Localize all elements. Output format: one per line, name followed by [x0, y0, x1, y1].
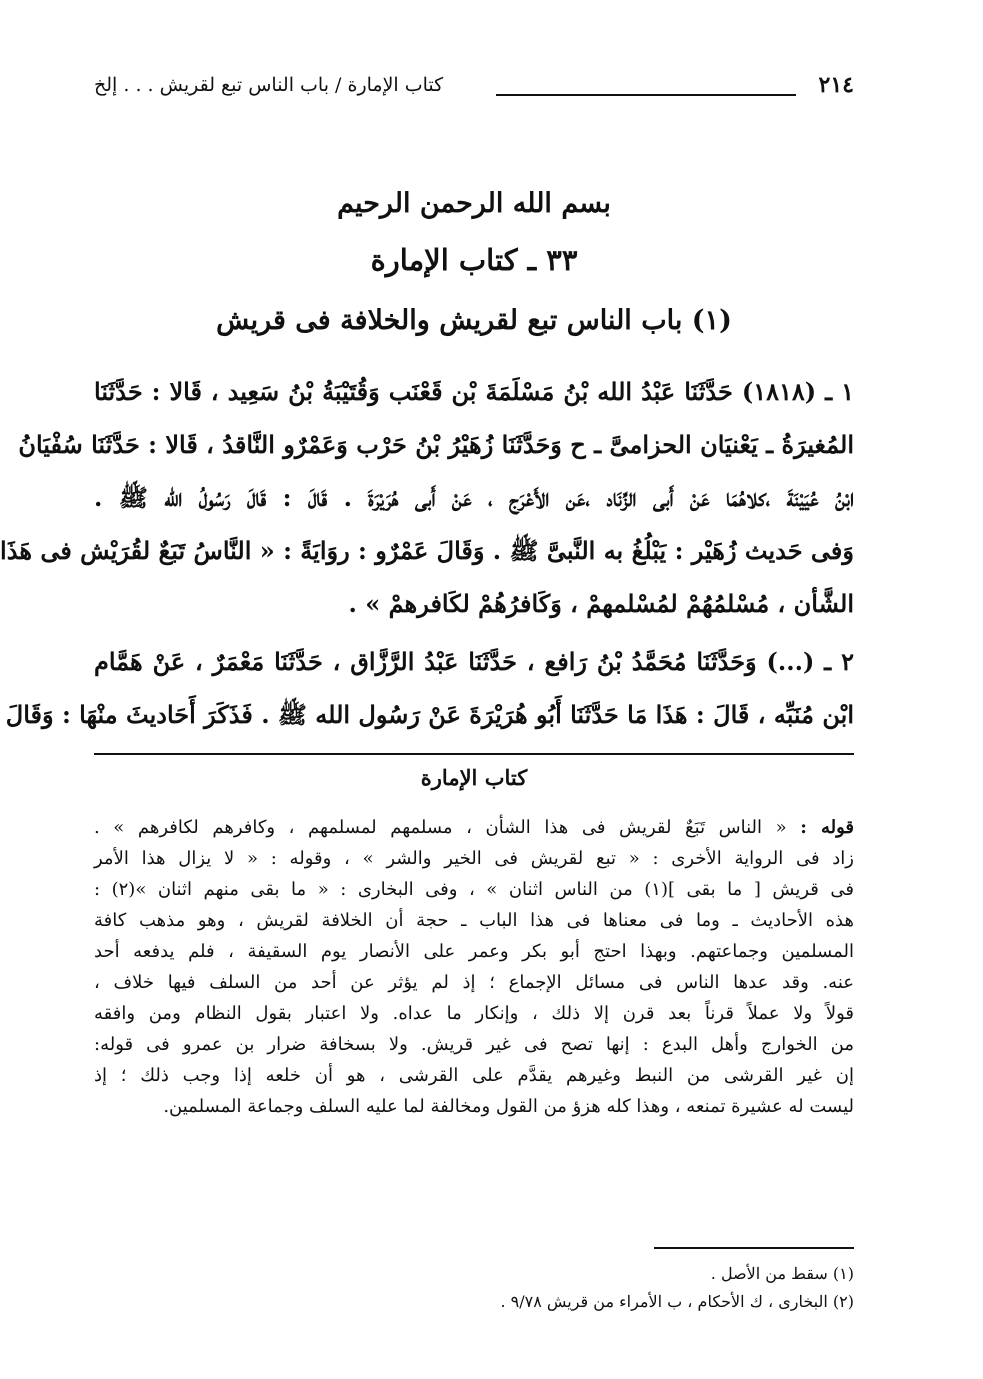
commentary-line: هذه الأحاديث ـ وما فى معناها فى هذا الباب ـ حجة أن الخلافة لقريش ، وهو مذهب كافة: [94, 910, 854, 931]
page-number: ٢١٤: [818, 72, 854, 98]
running-header: [94, 72, 854, 112]
header-rule: [496, 94, 796, 96]
hadith-line: الشَّأن ، مُسْلمُهُمْ لمُسْلمهمْ ، وَكَافرُهُمْ لكَافرهمْ » .: [348, 589, 854, 618]
commentary-rule: [94, 753, 854, 755]
commentary-line: عنه. وقد عدها الناس فى مسائل الإجماع ؛ إذ لم يؤثر عن أحد من السلف فيها خلاف ،: [94, 972, 855, 993]
running-title: كتاب الإمارة / باب الناس تبع لقريش . . . إلخ: [94, 74, 444, 96]
commentary-lead: قوله :: [800, 817, 854, 838]
commentary-line: زاد فى الرواية الأخرى : « تبع لقريش فى الخير والشر » ، وقوله : « لا يزال هذا الأمر: [94, 848, 854, 869]
hadith-line: ٢ ـ (...) وَحَدَّثَنَا مُحَمَّدُ بْنُ رَافع ، حَدَّثَنَا عَبْدُ الرَّزَّاق ، حَدَّثَنَا مَعْمَرٌ ، عَنْ هَمَّام: [94, 647, 854, 676]
commentary-line: [94, 812, 854, 843]
footnotes: [94, 1260, 854, 1316]
hadith-line: وَفى حَديث زُهَيْر : يَبْلُغُ به النَّبىَّ ﷺ . وَقَالَ عَمْرٌو : روَايَةً : « النَّاسُ تَبَعٌ لقُرَيْش فى هَذَا: [0, 536, 854, 565]
hadith-1: [0, 365, 854, 630]
hadith-2: [5, 635, 854, 741]
commentary-line: فى قريش [ ما بقى ](١) من الناس اثنان » ، وفى البخارى : « ما بقى منهم اثنان »(٢) :: [94, 879, 855, 900]
commentary-line: إن غير القرشى من النبط وغيرهم يقدَّم على القرشى ، هو أن خلعه إذا وجب ذلك ؛ إذ: [94, 1065, 854, 1086]
hadith-line: ابْن مُنَبِّه ، قَالَ : هَذَا مَا حَدَّثَنَا أَبُو هُرَيْرَةَ عَنْ رَسُول الله ﷺ . فَذَكَرَ أَحَاديثَ منْهَا : وَقَالَ: [5, 700, 854, 729]
hadith-line: ابْنُ عُيَيْنَةَ ،كلاهُمَا عَنْ أَبى الزِّنَاد ،عَن الأَعْرَج ، عَنْ أَبى هُرَيْرَةَ . قَالَ : قَالَ رَسُولُ الله ﷺ .: [94, 483, 854, 512]
commentary-line: قولاً ولا عملاً قرناً بعد قرن إلا ذلك ، وإنكار ما عداه. ولا اعتبار بقول النظام ومن وافقه: [94, 1003, 854, 1024]
commentary: [94, 812, 854, 1122]
footnote: (١) سقط من الأصل .: [710, 1264, 854, 1283]
book-title: ٣٣ ـ كتاب الإمارة: [370, 243, 578, 277]
hadith-line: ١ ـ (١٨١٨) حَدَّثَنَا عَبْدُ الله بْنُ مَسْلَمَةَ بْن قَعْنَب وَقُتَيْبَةُ بْنُ سَعِيد ، قَالا : حَدَّثَنَا: [94, 377, 854, 406]
footnote: (٢) البخارى ، ك الأحكام ، ب الأمراء من قريش ٩/٧٨ .: [500, 1292, 854, 1311]
commentary-title: كتاب الإمارة: [420, 765, 528, 790]
commentary-line: من الخوارج وأهل البدع : إنها تصح فى غير قريش. ولا بسخافة ضرار بن عمرو فى قوله:: [94, 1034, 854, 1055]
commentary-line: المسلمين وجماعتهم. وبهذا احتج أبو بكر وعمر على الأنصار يوم السقيفة ، فلم يدفعه أحد: [94, 941, 854, 962]
footnote-rule: [654, 1247, 854, 1249]
chapter-title: (١) باب الناس تبع لقريش والخلافة فى قريش: [216, 305, 732, 336]
page: [0, 60, 855, 1340]
commentary-text: « الناس تَبَعٌ لقريش فى هذا الشأن ، مسلمهم لمسلمهم ، وكافرهم لكافرهم » .: [94, 817, 787, 838]
hadith-line: المُغيرَةُ ـ يَعْنيَان الحزامىَّ ـ ح وَحَدَّثَنَا زُهَيْرُ بْنُ حَرْب وَعَمْرٌو النَّاقدُ ، قَالا : حَدَّثَنَا سُفْيَانُ: [18, 430, 854, 459]
commentary-line: ليست له عشيرة تمنعه ، وهذا كله هزؤ من القول ومخالفة لما عليه السلف وجماعة المسلمين.: [163, 1096, 854, 1117]
basmala: بسم الله الرحمن الرحيم: [337, 188, 611, 219]
